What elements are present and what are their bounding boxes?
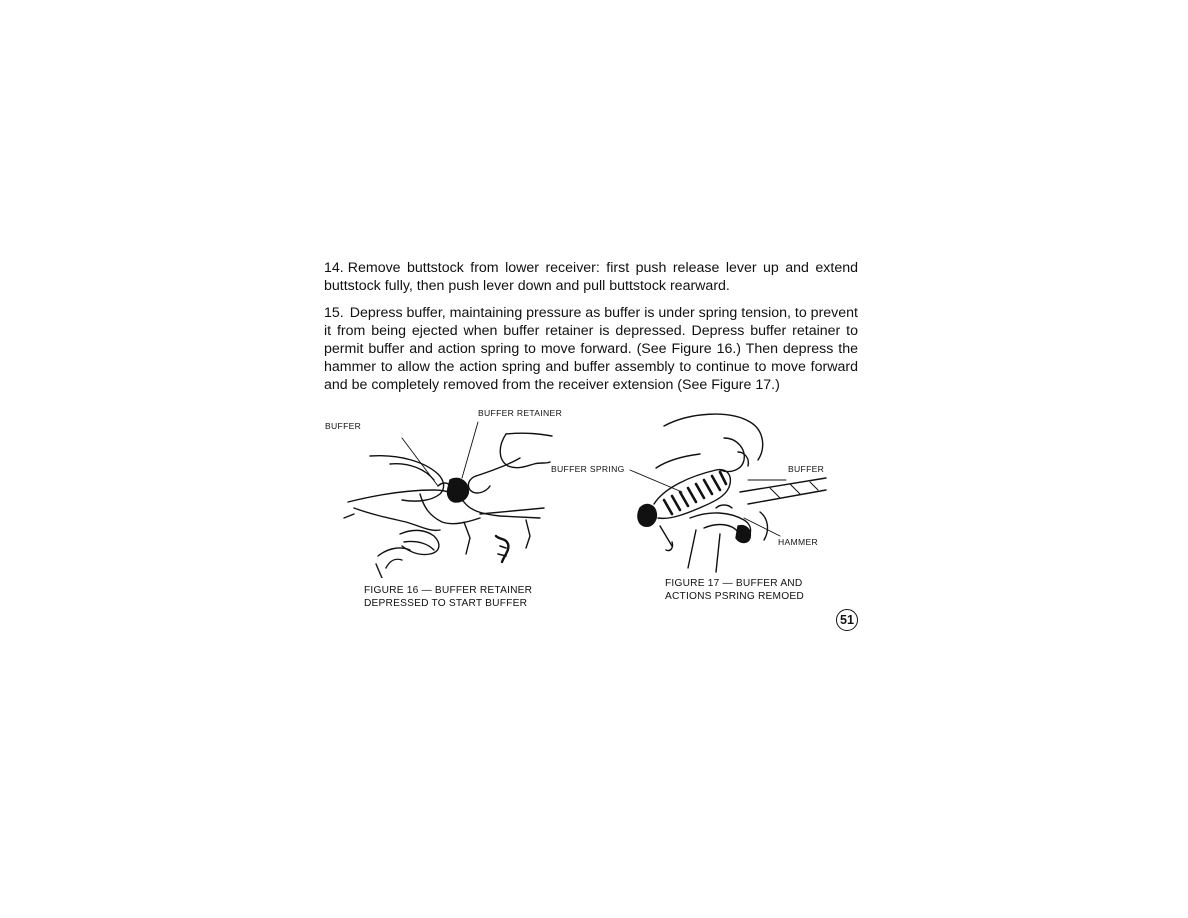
step-15-number: 15.	[324, 305, 344, 321]
figure16-illustration	[330, 418, 560, 578]
page-number: 51	[836, 609, 858, 631]
step-15-text: Depress buffer, maintaining pressure as buffer is under spring tension, to prevent it from being ejected when buffer retainer is depressed. Depress buffer retainer to permit buffer and action spring to move forward. (See Figure 16.) Then depress the hammer to allow the action spring and buffer assembly to continue to move forward and be completely removed from the receiver extension (See Figure 17.)	[324, 305, 858, 393]
step-15-paragraph	[324, 304, 858, 394]
step-14-paragraph	[324, 259, 858, 295]
figure17-label-buffer: BUFFER	[788, 464, 825, 474]
figure17-illustration	[620, 408, 840, 576]
step-14-number: 14.	[324, 260, 344, 276]
figure17-caption-line2: ACTIONS PSRING REMOED	[665, 591, 804, 602]
figure16-label-buffer-retainer: BUFFER RETAINER	[478, 408, 563, 418]
figure16-drawing	[330, 418, 560, 578]
figure16-caption	[364, 584, 532, 610]
figure17-caption	[665, 577, 804, 603]
figure17-label-hammer: HAMMER	[778, 537, 818, 547]
figure17-label-buffer-spring: BUFFER SPRING	[551, 464, 625, 474]
figure17-drawing	[620, 408, 840, 576]
figure16-label-buffer: BUFFER	[325, 421, 362, 431]
step-14-text: Remove buttstock from lower receiver: first push release lever up and extend buttstock fully, then push lever down and pull buttstock rearward.	[324, 260, 858, 294]
figure16-caption-line1: FIGURE 16 — BUFFER RETAINER	[364, 585, 533, 596]
figure17-caption-line1: FIGURE 17 — BUFFER AND	[665, 578, 803, 589]
figure16-caption-line2: DEPRESSED TO START BUFFER	[364, 598, 528, 609]
